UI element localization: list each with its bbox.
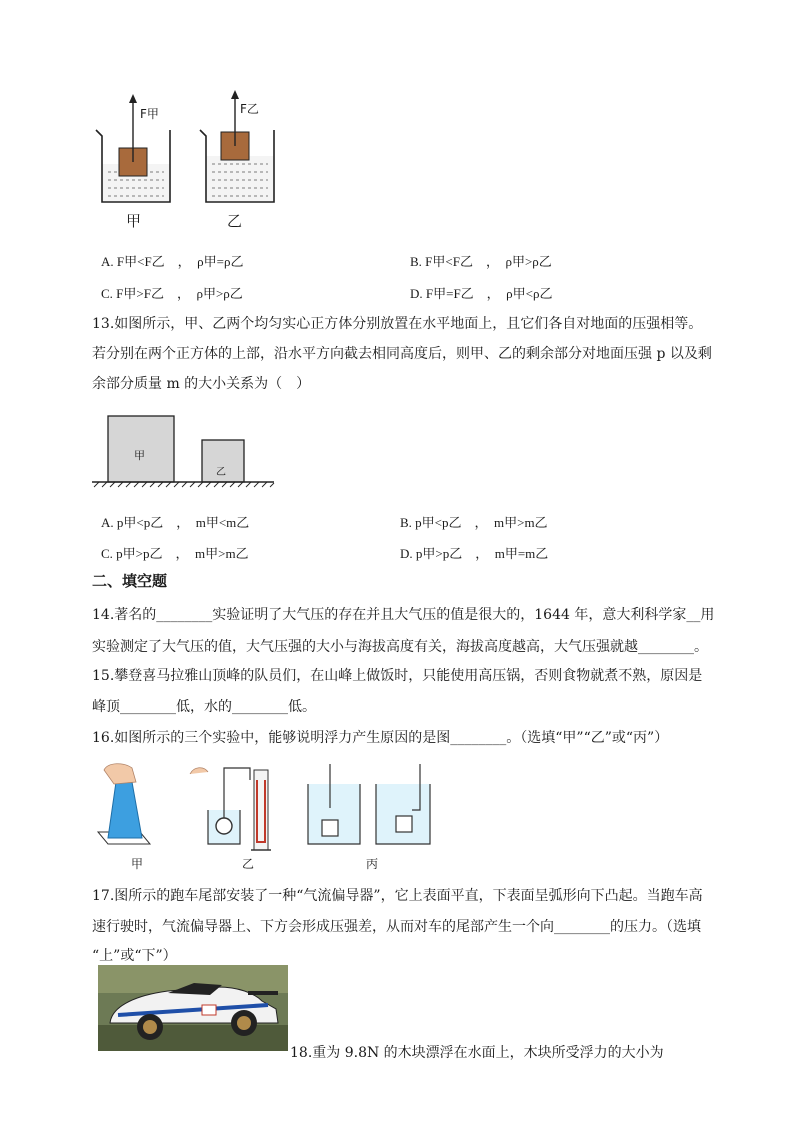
- q12-option-b[interactable]: B. F甲<F乙 ， ρ甲>ρ乙: [410, 254, 552, 269]
- q13-text-line3: 余部分质量 m 的大小关系为（ ）: [92, 376, 311, 392]
- cube-label-jia: 甲: [134, 449, 145, 462]
- beaker-figure: [90, 90, 310, 235]
- q14-text-line1: 14.著名的________实验证明了大气压的存在并且大气压的值是很大的，1644 年，意大利科学家__用: [92, 607, 715, 623]
- fig12-label-jia: 甲: [126, 212, 142, 230]
- q13-option-b[interactable]: B. p甲<p乙 ， m甲>m乙: [400, 515, 548, 530]
- experiment-label-yi: 乙: [242, 857, 255, 871]
- section-heading-fill-in: 二、填空题: [92, 572, 168, 590]
- force-label-yi: F乙: [240, 102, 259, 116]
- q13-option-d[interactable]: D. p甲>p乙 ， m甲=m乙: [400, 546, 549, 561]
- experiment-label-bing: 丙: [366, 857, 379, 871]
- q17-text-line1: 17.图所示的跑车尾部安装了一种“气流偏导器”，它上表面平直，下表面呈弧形向下凸起。当跑车高: [92, 888, 703, 904]
- q12-option-d[interactable]: D. F甲=F乙 ， ρ甲<ρ乙: [410, 286, 553, 301]
- cube-figure: [92, 412, 277, 492]
- q13-option-a[interactable]: A. p甲<p乙 ， m甲<m乙: [101, 515, 250, 530]
- q17-text-line2: 速行驶时，气流偏导器上、下方会形成压强差，从而对车的尾部产生一个向________的压力。（选填: [92, 919, 701, 935]
- q15-text-line1: 15.攀登喜马拉雅山顶峰的队员们，在山峰上做饭时，只能使用高压锅，否则食物就煮不熟，原因是: [92, 668, 703, 684]
- q17-text-line3: “上”或“下”）: [92, 948, 177, 964]
- force-label-jia: F甲: [140, 107, 159, 121]
- cube-label-yi: 乙: [216, 467, 226, 478]
- experiment-label-jia: 甲: [131, 857, 144, 871]
- q18-text-line1: 18.重为 9.8N 的木块漂浮在水面上，木块所受浮力的大小为: [290, 1045, 664, 1061]
- experiment-figure: [90, 760, 450, 855]
- beaker-yi: [200, 90, 274, 202]
- q12-option-a[interactable]: A. F甲<F乙 ， ρ甲=ρ乙: [101, 254, 244, 269]
- race-car-photo: [98, 965, 288, 1051]
- experiment-bing: [308, 764, 430, 844]
- q13-text-line2: 若分别在两个正方体的上部，沿水平方向截去相同高度后，则甲、乙的剩余部分对地面压强 p 以及剩: [92, 346, 712, 362]
- q14-text-line2: 实验测定了大气压的值，大气压强的大小与海拔高度有关，海拔高度越高，大气压强就越________。: [92, 639, 708, 655]
- fig12-label-yi: 乙: [227, 212, 243, 230]
- q15-text-line2: 峰顶________低，水的________低。: [92, 699, 316, 715]
- q12-option-c[interactable]: C. F甲>F乙 ， ρ甲>ρ乙: [101, 286, 243, 301]
- q13-text-line1: 13.如图所示，甲、乙两个均匀实心正方体分别放置在水平地面上，且它们各自对地面的压强相等。: [92, 316, 703, 332]
- q16-text-line1: 16.如图所示的三个实验中，能够说明浮力产生原因的是图________。（选填“甲”“乙”或“丙”）: [92, 730, 669, 746]
- q13-option-c[interactable]: C. p甲>p乙 ， m甲>m乙: [101, 546, 249, 561]
- experiment-yi: [190, 768, 271, 850]
- experiment-jia: [98, 764, 150, 844]
